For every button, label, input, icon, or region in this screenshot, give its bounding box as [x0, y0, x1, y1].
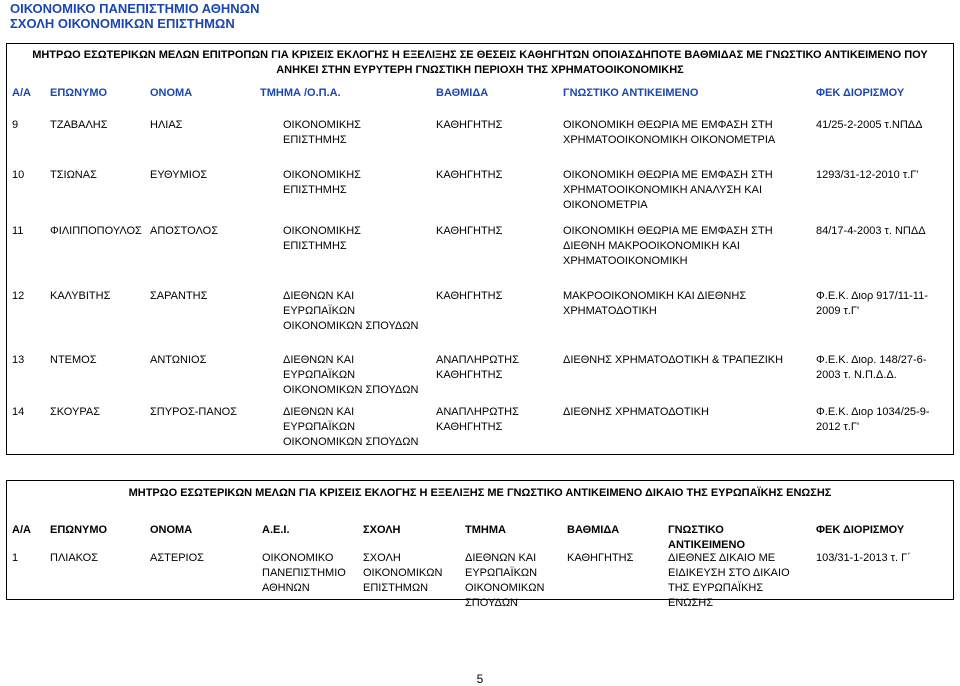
column-header: ΦΕΚ ΔΙΟΡΙΣΜΟΥ	[816, 87, 905, 99]
column-header: ΕΠΩΝΥΜΟ	[50, 87, 108, 99]
row-number: 10	[12, 169, 25, 181]
column-header: Α/Α	[12, 87, 31, 99]
dept-cell: ΔΙΕΘΝΩΝ ΚΑΙ	[283, 406, 355, 418]
subject-cell: ΔΙΕΘΝΗΣ ΧΡΗΜΑΤΟΔΟΤΙΚΗ & ΤΡΑΠΕΖΙΚΗ	[563, 354, 784, 366]
rank-cell: ΚΑΘΗΓΗΤΗΣ	[436, 421, 503, 433]
rank-cell: ΚΑΘΗΓΗΤΗΣ	[436, 369, 503, 381]
dept-cell: ΟΙΚΟΝΟΜΙΚΩΝ	[465, 582, 545, 594]
subject-cell: ΔΙΕΘΝΕΣ ΔΙΚΑΙΟ ΜΕ	[668, 552, 776, 564]
internal-register-title-2: ΑΝΗΚΕΙ ΣΤΗΝ ΕΥΡΥΤΕΡΗ ΓΝΩΣΤΙΚΗ ΠΕΡΙΟΧΗ ΤΗΣ ΧΡΗΜΑΤΟΟΙΚΟΝΟΜΙΚΗΣ	[276, 64, 684, 76]
dept-cell: ΟΙΚΟΝΟΜΙΚΩΝ ΣΠΟΥΔΩΝ	[283, 320, 419, 332]
column-header: ΓΝΩΣΤΙΚΟ	[668, 524, 724, 536]
column-header: ΟΝΟΜΑ	[150, 524, 193, 536]
column-header: ΤΜΗΜΑ /Ο.Π.Α.	[260, 87, 341, 99]
fek-cell: 2003 τ. Ν.Π.Δ.Δ.	[816, 369, 897, 381]
internal-register-box	[6, 43, 954, 455]
university-title: ΟΙΚΟΝΟΜΙΚΟ ΠΑΝΕΠΙΣΤΗΜΙΟ ΑΘΗΝΩΝ	[10, 1, 260, 16]
column-header: ΤΜΗΜΑ	[465, 524, 506, 536]
school-title: ΣΧΟΛΗ ΟΙΚΟΝΟΜΙΚΩΝ ΕΠΙΣΤΗΜΩΝ	[10, 16, 235, 31]
subject-cell: ΧΡΗΜΑΤΟΔΟΤΙΚΗ	[563, 305, 657, 317]
subject-cell: ΧΡΗΜΑΤΟΟΙΚΟΝΟΜΙΚΗ	[563, 255, 688, 267]
rank-cell: ΚΑΘΗΓΗΤΗΣ	[567, 552, 634, 564]
column-header: ΦΕΚ ΔΙΟΡΙΣΜΟΥ	[816, 524, 905, 536]
first-name-cell: ΣΠΥΡΟΣ-ΠΑΝΟΣ	[150, 406, 238, 418]
subject-cell: ΕΝΩΣΗΣ	[668, 597, 714, 609]
subject-cell: ΧΡΗΜΑΤΟΟΙΚΟΝΟΜΙΚΗ ΑΝΑΛΥΣΗ ΚΑΙ	[563, 184, 763, 196]
surname-cell: ΤΣΙΩΝΑΣ	[50, 169, 97, 181]
first-name-cell: ΕΥΘΥΜΙΟΣ	[150, 169, 208, 181]
internal-register-title-1: ΜΗΤΡΩΟ ΕΣΩΤΕΡΙΚΩΝ ΜΕΛΩΝ ΕΠΙΤΡΟΠΩΝ ΓΙΑ ΚΡΙΣΕΙΣ ΕΚΛΟΓΗΣ Η ΕΞΕΛΙΞΗΣ ΣΕ ΘΕΣΕΙΣ ΚΑΘΗΓΗΤΩΝ ΟΠΟΙΑΣΔΗΠΟΤΕ ΒΑΘΜΙΔΑΣ ΜΕ ΓΝΩΣΤΙΚΟ ΑΝΤΙΚΕΙΜΕΝΟ ΠΟΥ	[32, 49, 928, 61]
rank-cell: ΚΑΘΗΓΗΤΗΣ	[436, 290, 503, 302]
column-header: ΒΑΘΜΙΔΑ	[436, 87, 489, 99]
column-header: ΒΑΘΜΙΔΑ	[567, 524, 620, 536]
dept-cell: ΟΙΚΟΝΟΜΙΚΩΝ ΣΠΟΥΔΩΝ	[283, 384, 419, 396]
rank-cell: ΑΝΑΠΛΗΡΩΤΗΣ	[436, 354, 519, 366]
subject-cell: ΕΙΔΙΚΕΥΣΗ ΣΤΟ ΔΙΚΑΙΟ	[668, 567, 790, 579]
subject-cell: ΜΑΚΡΟΟΙΚΟΝΟΜΙΚΗ ΚΑΙ ΔΙΕΘΝΗΣ	[563, 290, 747, 302]
first-name-cell: ΑΝΤΩΝΙΟΣ	[150, 354, 207, 366]
fek-cell: Φ.Ε.Κ. Διορ 917/11-11-	[816, 290, 928, 302]
fek-cell: 103/31-1-2013 τ. Γ΄	[816, 552, 911, 564]
first-name-cell: ΗΛΙΑΣ	[150, 119, 183, 131]
dept-cell: ΕΥΡΩΠΑΪΚΩΝ	[283, 369, 356, 381]
fek-cell: 2012 τ.Γ'	[816, 421, 860, 433]
surname-cell: ΝΤΕΜΟΣ	[50, 354, 97, 366]
university-cell: ΟΙΚΟΝΟΜΙΚΟ	[262, 552, 334, 564]
column-header: ΑΝΤΙΚΕΙΜΕΝΟ	[668, 539, 745, 551]
dept-cell: ΕΠΙΣΤΗΜΗΣ	[283, 134, 347, 146]
first-name-cell: ΑΠΟΣΤΟΛΟΣ	[150, 225, 218, 237]
fek-cell: Φ.Ε.Κ. Διορ 1034/25-9-	[816, 406, 930, 418]
dept-cell: ΔΙΕΘΝΩΝ ΚΑΙ	[465, 552, 537, 564]
row-number: 13	[12, 354, 25, 366]
fek-cell: 84/17-4-2003 τ. ΝΠΔΔ	[816, 225, 926, 237]
subject-cell: ΟΙΚΟΝΟΜΙΚΗ ΘΕΩΡΙΑ ΜΕ ΕΜΦΑΣΗ ΣΤΗ	[563, 169, 773, 181]
subject-cell: ΧΡΗΜΑΤΟΟΙΚΟΝΟΜΙΚΗ ΟΙΚΟΝΟΜΕΤΡΙΑ	[563, 134, 776, 146]
row-number: 11	[12, 225, 24, 237]
subject-cell: ΟΙΚΟΝΟΜΙΚΗ ΘΕΩΡΙΑ ΜΕ ΕΜΦΑΣΗ ΣΤΗ	[563, 119, 773, 131]
school-cell: ΕΠΙΣΤΗΜΩΝ	[363, 582, 429, 594]
school-cell: ΣΧΟΛΗ	[363, 552, 401, 564]
subject-cell: ΔΙΕΘΝΗ ΜΑΚΡΟΟΙΚΟΝΟΜΙΚΗ ΚΑΙ	[563, 240, 740, 252]
first-name-cell: ΑΣΤΕΡΙΟΣ	[150, 552, 204, 564]
dept-cell: ΟΙΚΟΝΟΜΙΚΩΝ ΣΠΟΥΔΩΝ	[283, 436, 419, 448]
rank-cell: ΚΑΘΗΓΗΤΗΣ	[436, 119, 503, 131]
subject-cell: ΔΙΕΘΝΗΣ ΧΡΗΜΑΤΟΔΟΤΙΚΗ	[563, 406, 709, 418]
dept-cell: ΟΙΚΟΝΟΜΙΚΗΣ	[283, 169, 361, 181]
row-number: 12	[12, 290, 25, 302]
column-header: ΟΝΟΜΑ	[150, 87, 193, 99]
row-number: 9	[12, 119, 19, 131]
column-header: ΕΠΩΝΥΜΟ	[50, 524, 108, 536]
dept-cell: ΟΙΚΟΝΟΜΙΚΗΣ	[283, 225, 361, 237]
surname-cell: ΚΑΛΥΒΙΤΗΣ	[50, 290, 111, 302]
row-number: 1	[12, 552, 19, 564]
eu-register-title: ΜΗΤΡΩΟ ΕΣΩΤΕΡΙΚΩΝ ΜΕΛΩΝ ΓΙΑ ΚΡΙΣΕΙΣ ΕΚΛΟΓΗΣ Η ΕΞΕΛΙΞΗΣ ΜΕ ΓΝΩΣΤΙΚΟ ΑΝΤΙΚΕΙΜΕΝΟ ΔΙΚΑΙΟ ΤΗΣ ΕΥΡΩΠΑΪΚΗΣ ΕΝΩΣΗΣ	[128, 487, 832, 499]
subject-cell: ΟΙΚΟΝΟΜΙΚΗ ΘΕΩΡΙΑ ΜΕ ΕΜΦΑΣΗ ΣΤΗ	[563, 225, 773, 237]
rank-cell: ΚΑΘΗΓΗΤΗΣ	[436, 169, 503, 181]
school-cell: ΟΙΚΟΝΟΜΙΚΩΝ	[363, 567, 443, 579]
dept-cell: ΔΙΕΘΝΩΝ ΚΑΙ	[283, 354, 355, 366]
surname-cell: ΤΖΑΒΑΛΗΣ	[50, 119, 108, 131]
dept-cell: ΣΠΟΥΔΩΝ	[465, 597, 518, 609]
subject-cell: ΤΗΣ ΕΥΡΩΠΑΪΚΗΣ	[668, 582, 764, 594]
column-header: Α/Α	[12, 524, 31, 536]
fek-cell: 1293/31-12-2010 τ.Γ'	[816, 169, 919, 181]
row-number: 14	[12, 406, 25, 418]
dept-cell: ΔΙΕΘΝΩΝ ΚΑΙ	[283, 290, 355, 302]
surname-cell: ΣΚΟΥΡΑΣ	[50, 406, 100, 418]
rank-cell: ΑΝΑΠΛΗΡΩΤΗΣ	[436, 406, 519, 418]
dept-cell: ΕΠΙΣΤΗΜΗΣ	[283, 240, 347, 252]
dept-cell: ΟΙΚΟΝΟΜΙΚΗΣ	[283, 119, 361, 131]
first-name-cell: ΣΑΡΑΝΤΗΣ	[150, 290, 208, 302]
column-header: ΣΧΟΛΗ	[363, 524, 401, 536]
surname-cell: ΦΙΛΙΠΠΟΠΟΥΛΟΣ	[50, 225, 142, 237]
surname-cell: ΠΛΙΑΚΟΣ	[50, 552, 99, 564]
subject-cell: ΟΙΚΟΝΟΜΕΤΡΙΑ	[563, 199, 648, 211]
fek-cell: 2009 τ.Γ'	[816, 305, 860, 317]
dept-cell: ΕΠΙΣΤΗΜΗΣ	[283, 184, 347, 196]
column-header: ΓΝΩΣΤΙΚΟ ΑΝΤΙΚΕΙΜΕΝΟ	[563, 87, 699, 99]
column-header: Α.Ε.Ι.	[262, 524, 290, 536]
rank-cell: ΚΑΘΗΓΗΤΗΣ	[436, 225, 503, 237]
dept-cell: ΕΥΡΩΠΑΪΚΩΝ	[283, 421, 356, 433]
fek-cell: 41/25-2-2005 τ.ΝΠΔΔ	[816, 119, 923, 131]
fek-cell: Φ.Ε.Κ. Διορ. 148/27-6-	[816, 354, 927, 366]
university-cell: ΑΘΗΝΩΝ	[262, 582, 310, 594]
university-cell: ΠΑΝΕΠΙΣΤΗΜΙΟ	[262, 567, 346, 579]
dept-cell: ΕΥΡΩΠΑΪΚΩΝ	[465, 567, 538, 579]
page-number: 5	[476, 672, 484, 686]
dept-cell: ΕΥΡΩΠΑΪΚΩΝ	[283, 305, 356, 317]
